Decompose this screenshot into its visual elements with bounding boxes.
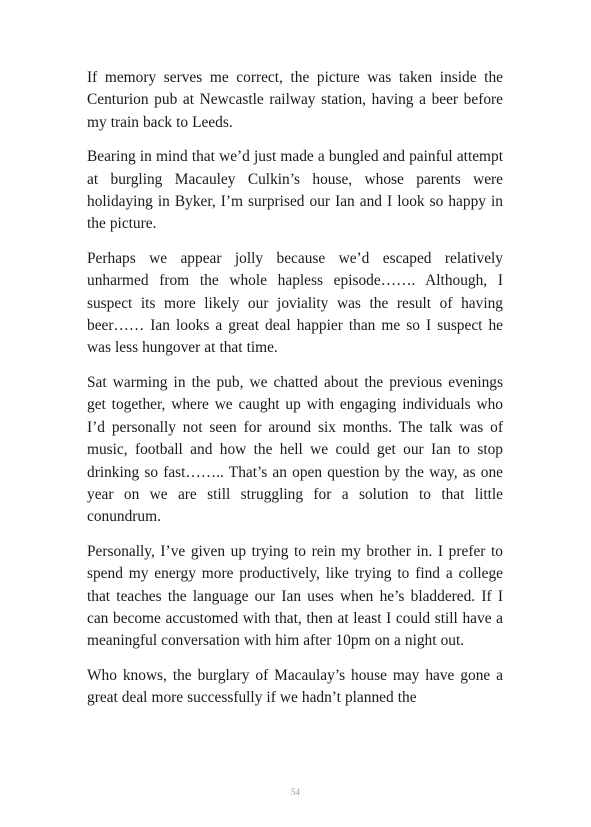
paragraph-5: Personally, I’ve given up trying to rein my brother in. I prefer to spend my energy more productively, like trying to find a college that teaches the language our Ian uses when he’s bladdered. If I can become accustomed with that, then at least I could still have a meaningful conversation with him after 10pm on a night out. xyxy=(87,542,503,650)
paragraph-3: Perhaps we appear jolly because we’d escaped relatively unharmed from the whole hapless episode……. Although, I suspect its more likely our joviality was the result of having beer…… Ian looks a great deal happier than me so I suspect he was less hungover at that time. xyxy=(87,249,503,357)
page-body xyxy=(87,67,503,722)
paragraph-2: Bearing in mind that we’d just made a bungled and painful attempt at burgling Macauley Culkin’s house, whose parents were holidaying in Byker, I’m surprised our Ian and I look so happy in the picture. xyxy=(87,148,503,233)
page-number: 54 xyxy=(291,787,300,797)
paragraph-4: Sat warming in the pub, we chatted about the previous evenings get together, where we caught up with engaging individuals who I’d personally not seen for around six months. The talk was of music, football and how the hell we could get our Ian to stop drinking so fast…….. That’s an open question by the way, as one year on we are still struggling for a solution to that little conundrum. xyxy=(87,373,503,526)
paragraph-6: Who knows, the burglary of Macaulay’s house may have gone a great deal more successfully if we hadn’t planned the xyxy=(87,666,503,707)
paragraph-1: If memory serves me correct, the picture was taken inside the Centurion pub at Newcastle railway station, having a beer before my train back to Leeds. xyxy=(87,69,503,131)
